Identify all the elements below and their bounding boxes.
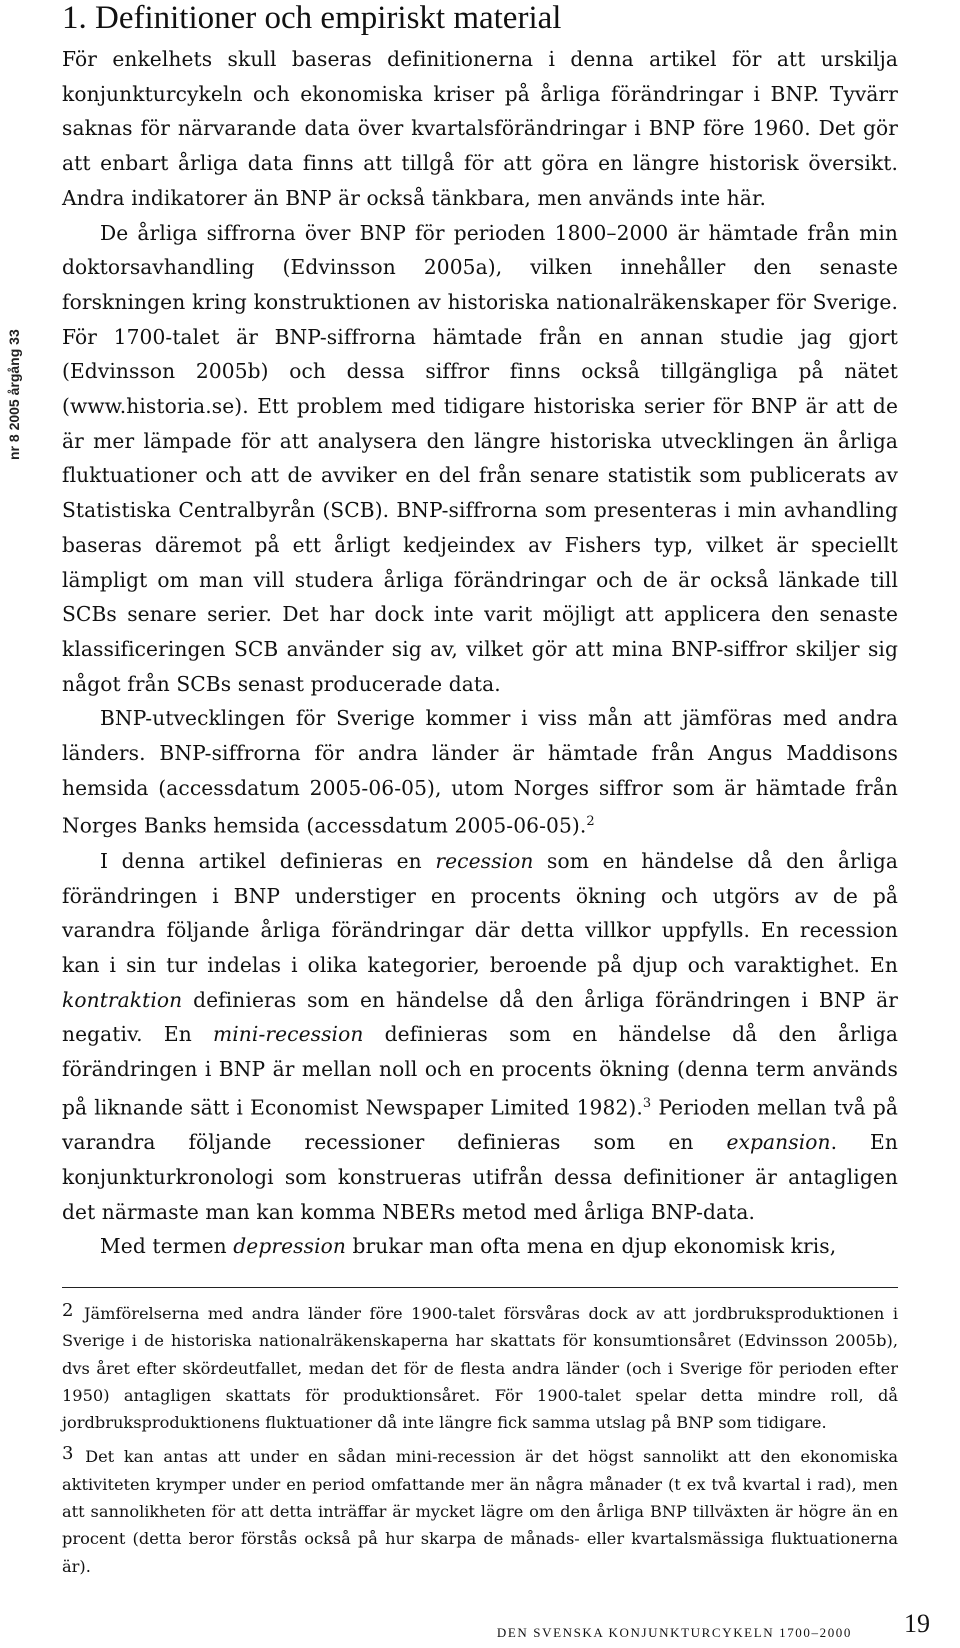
footnote	[62, 1297, 898, 1436]
paragraph	[62, 701, 898, 844]
text-run: BNP-utvecklingen för Sverige kommer i viss mån att jämföras med andra länders. BNP-siffrorna för andra länder är hämtade från Angus Maddisons hemsida (accessdatum 2005-06-05), utom Norges siffror som är hämtade från Norges Banks hemsida (accessdatum 2005-06-05).	[62, 706, 898, 839]
footnote-text: Det kan antas att under en sådan mini-recession är det högst sannolikt att den ekonomiska aktiviteten krymper under en period omfattande mer än några månader (t ex två kvartal i rad), men att sannolikheten för att detta inträffar är mycket lägre om den årliga BNP tillväxten är högre än en procent (detta beror förstås också på hur skarpa de månads- eller kvartalsmässiga fluktuationerna är).	[62, 1447, 898, 1576]
text-run: För enkelhets skull baseras definitionerna i denna artikel för att urskilja konjunkturcykeln och ekonomiska kriser på årliga förändringar i BNP. Tyvärr saknas för närvarande data över kvartalsförändringar i BNP före 1960. Det gör att enbart årliga data finns att tillgå för att göra en längre historisk översikt. Andra indikatorer än BNP är också tänkbara, men används inte här.	[62, 47, 898, 210]
text-run: definieras som en händelse då den årliga förändringen i BNP är mellan noll och en procents ökning (denna term används på liknande sätt i Economist Newspaper Limited 1982).	[62, 1022, 898, 1120]
page-number: 19	[904, 1609, 930, 1638]
text-run: brukar man ofta mena en djup ekonomisk kris,	[346, 1234, 837, 1259]
text-run: . En konjunkturkronologi som konstrueras utifrån dessa definitioner är antagligen det närmaste man kan komma NBERs metod med årliga BNP-data.	[62, 1130, 898, 1224]
text-run: Perioden mellan två på varandra följande recessioner definieras som en	[62, 1095, 898, 1155]
footnote-text: Jämförelserna med andra länder före 1900-talet försvåras dock av att jordbruksproduktionen i Sverige i de historiska nationalräkenskaperna har skattats för konsumtionsåret (Edvinsson 2005b), dvs året efter skördeutfallet, medan det för de flesta andra länder (och i Sverige för perioden efter 1950) antagligen skattats för produktionsåret. För 1900-talet spelar detta mindre roll, då jordbruksproduktionens fluktuationer då inte längre fick samma utslag på BNP som tidigare.	[62, 1304, 898, 1433]
footnote-number: 3	[62, 1443, 74, 1465]
italic-term: depression	[233, 1234, 347, 1259]
text-run: Med termen	[100, 1234, 234, 1259]
article-body	[62, 42, 898, 1264]
footnote	[62, 1440, 898, 1579]
paragraph	[62, 1229, 898, 1264]
section-heading: 1. Definitioner och empiriskt material	[62, 0, 562, 36]
footnotes	[62, 1297, 898, 1584]
paragraph	[62, 844, 898, 1229]
italic-term: expansion	[726, 1130, 831, 1155]
text-run: som en händelse då den årliga förändringen i BNP understiger en procents ökning och utgörs av de på varandra följande årliga förändringar där detta villkor uppfylls. En recession kan i sin tur indelas i olika kategorier, beroende på djup och varaktighet. En	[62, 848, 899, 978]
running-title: DEN SVENSKA KONJUNKTURCYKELN 1700–2000	[496, 1625, 852, 1640]
paragraph	[62, 216, 898, 702]
journal-issue-label: nr 8 2005 årgång 33	[6, 329, 22, 461]
text-run: definieras som en händelse då den årliga förändringen i BNP är negativ. En	[62, 987, 898, 1047]
text-run: I denna artikel definieras en	[100, 848, 436, 873]
footnote-ref: 2	[586, 814, 595, 830]
italic-term: recession	[435, 848, 534, 873]
text-run: De årliga siffrorna över BNP för perioden 1800–2000 är hämtade från min doktorsavhandling (Edvinsson 2005a), vilken innehåller den senaste forskningen kring konstruktionen av historiska nationalräkenskaper för Sverige. För 1700-talet är BNP-siffrorna hämtade från en annan studie jag gjort (Edvinsson 2005b) och dessa siffror finns också tillgängliga på nätet (www.historia.se). Ett problem med tidigare historiska serier för BNP är att de är mer lämpade för att analysera den längre historiska utvecklingen än årliga fluktuationer och att de avviker en del från senare statistik som publicerats av Statistiska Centralbyrån (SCB). BNP-siffrorna som presenteras i min avhandling baseras däremot på ett årligt kedjeindex av Fishers typ, vilket är speciellt lämpligt om man vill studera årliga förändringar och de är också länkade till SCBs senare serier. Det har dock inte varit möjligt att applicera den senaste klassificeringen SCB använder sig av, vilket gör att mina BNP-siffror skiljer sig något från SCBs senast producerade data.	[62, 220, 898, 696]
footnote-divider	[62, 1287, 898, 1288]
page-footer	[490, 1609, 930, 1645]
footnote-number: 2	[62, 1300, 74, 1321]
paragraph	[62, 42, 898, 216]
italic-term: mini-recession	[213, 1022, 364, 1047]
footnote-ref: 3	[642, 1095, 652, 1111]
italic-term: kontraktion	[62, 987, 183, 1012]
